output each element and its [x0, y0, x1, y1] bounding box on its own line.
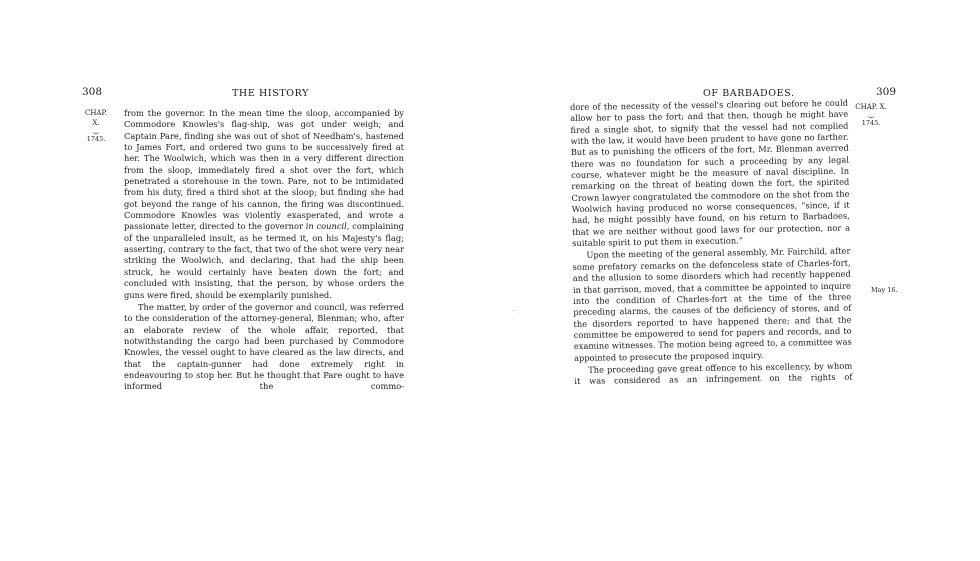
running-head: OF BARBADOES. — [703, 88, 795, 99]
page-number: 308 — [82, 86, 103, 98]
brace-ornament: ⏟ — [93, 125, 99, 135]
italic-phrase: in council — [305, 221, 347, 232]
text-column — [124, 108, 404, 393]
year-label: 1745. — [861, 119, 881, 127]
page-number: 309 — [876, 86, 897, 98]
year-label: 1745. — [86, 135, 106, 143]
running-head: THE HISTORY — [232, 88, 309, 99]
paragraph: Upon the meeting of the general assembly, Mr. Fairchild, after some prefatory remarks on the defenceless state of Charles-fort, and the allusion to some disorders which had recently happened in that garrison, moved, that a committee be appointed to inquire into the condition of Charles-fort at the time of the three preceding alarms, the causes of the deficiency of stores, and of the disorders reported to have happened there; and that the committee be empowered to send for papers and records, and to examine witnesses. The motion being agreed to, a committee was appointed to prosecute the proposed inquiry. — [572, 246, 852, 363]
margin-note-chapter — [854, 102, 888, 128]
paragraph-text: , complaining of the unparalleled insult, as he termed it, on his Majesty's flag; asserting, contrary to the fact, that two of the shot were very near striking the Woolwich, and declaring, that had the ship been struck, he would certainly have beaten down the fort; and concluded with insisting, that the person, by whose orders the guns were fired, should be exemplarily punished. — [124, 221, 404, 300]
paragraph-text: from the governor. In the mean time the sloop, accompanied by Commodore Knowles's flag-ship, was got under weigh; and Captain Pare, finding she was out of shot of Needham's, hastened to James Fort, and ordered two guns to be successively fired at her. The Woolwich, which was then in a very different direction from the sloop, immediately fired a shot over the fort, which penetrated a storehouse in the town. Pare, not to be intimidated from his duty, fired a third shot at the sloop; but finding she had got beyond the range of his cannon, the firing was discontinued. Commodore Knowles was violently exasperated, and wrote a passionate letter, directed to the governor — [124, 108, 404, 232]
paragraph — [124, 108, 404, 301]
chapter-label: CHAP. X. — [855, 103, 887, 111]
chapter-label: CHAP. X. — [84, 109, 108, 127]
margin-note-date: May 16. — [871, 286, 898, 294]
paragraph: The matter, by order of the governor and council, was referred to the consideration of the attorney-general, Blenman; who, after an elaborate review of the whole affair, reported, that notwithstanding the cargo had been purchased by Commodore Knowles, the vessel ought to have cleared as the law directs, and that the captain-gunner had done extremely right in endeavouring to stop her. But he thought that Pare ought to have informed the commo- — [124, 301, 404, 392]
right-page — [490, 0, 980, 561]
brace-ornament: ⏟ — [868, 109, 874, 119]
gutter-mark: ‒ˎ — [512, 306, 519, 314]
text-column — [570, 98, 852, 388]
margin-note-chapter — [82, 108, 110, 144]
paragraph: The proceeding gave great offence to his excellency, by whom it was considered as an infringement on the rights of — [574, 360, 853, 387]
paragraph: dore of the necessity of the vessel's clearing out before he could allow her to pass the fort; and that then, though he might have fired a single shot, to signify that the vessel had not complied with the law, it would have been prudent to have gone no farther. But as to punishing the officers of the fort, Mr. Blenman averred there was no foundation for such a proceeding by any legal course, whatever might be the measure of naval discipline. In remarking on the threat of beating down the fort, the spirited Crown lawyer congratulated the commodore on the shot from the Woolwich having produced no worse consequences, “since, if it had, he might possibly have found, on his return to Barbadoes, that we are neither without good laws for our protection, nor a suitable spirit to put them in execution.” — [570, 97, 851, 249]
